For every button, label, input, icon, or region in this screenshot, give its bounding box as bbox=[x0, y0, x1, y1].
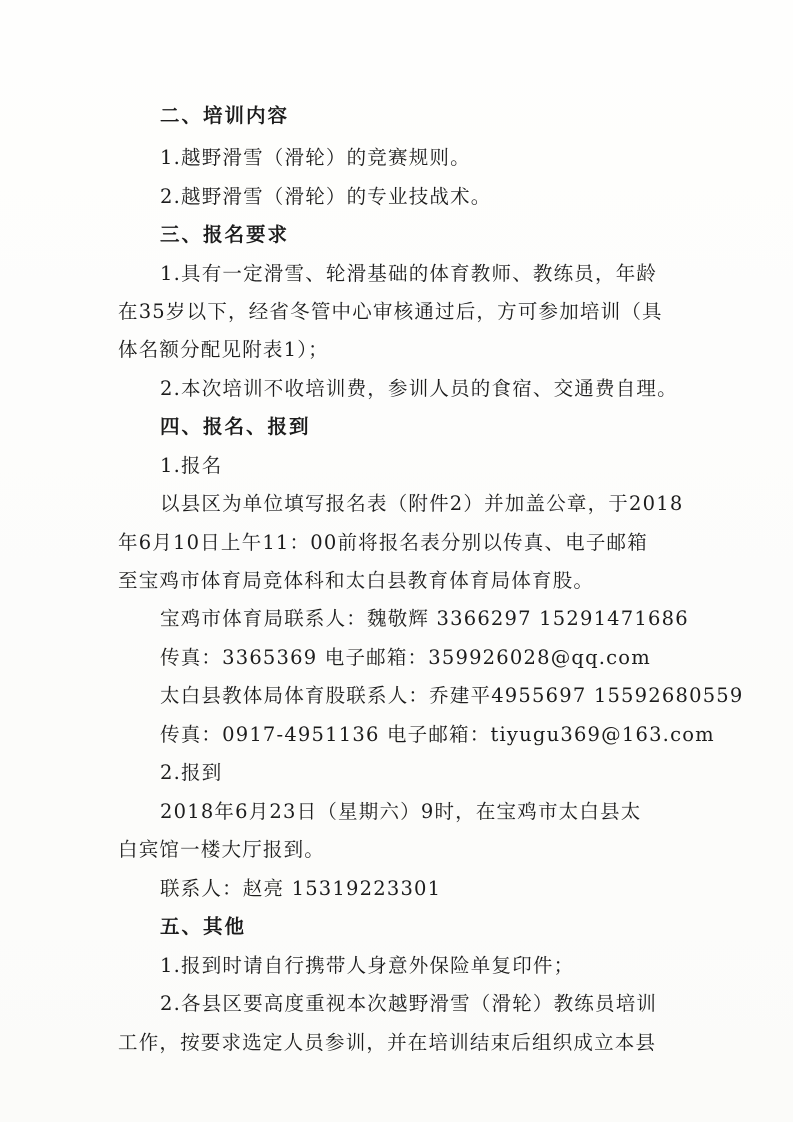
paragraph-line: 2.各县区要高度重视本次越野滑雪（滑轮）教练员培训 bbox=[160, 992, 658, 1015]
contact-line-baoji: 宝鸡市体育局联系人：魏敬辉 3366297 15291471686 bbox=[160, 607, 689, 630]
subheading-registration: 1.报名 bbox=[160, 454, 223, 477]
paragraph-line: 1.具有一定滑雪、轮滑基础的体育教师、教练员，年龄 bbox=[160, 262, 658, 285]
paragraph-line: 体名额分配见附表1）； bbox=[118, 338, 329, 361]
paragraph-line: 1.报到时请自行携带人身意外保险单复印件； bbox=[160, 954, 575, 977]
paragraph-line: 年6月10日上午11：00前将报名表分别以传真、电子邮箱 bbox=[118, 531, 648, 554]
contact-line-checkin: 联系人：赵亮 15319223301 bbox=[160, 877, 442, 900]
paragraph-line: 1.越野滑雪（滑轮）的竞赛规则。 bbox=[160, 146, 471, 169]
section-heading-registration-requirements: 三、报名要求 bbox=[160, 223, 290, 246]
section-heading-training-content: 二、培训内容 bbox=[160, 104, 290, 127]
contact-line-taibai: 太白县教体局体育股联系人：乔建平4955697 15592680559 bbox=[160, 684, 744, 707]
fax-email-line-taibai: 传真：0917-4951136 电子邮箱：tiyugu369@163.com bbox=[160, 723, 715, 746]
paragraph-line: 2018年6月23日（星期六）9时，在宝鸡市太白县太 bbox=[160, 800, 642, 823]
section-heading-other: 五、其他 bbox=[160, 915, 247, 938]
subheading-checkin: 2.报到 bbox=[160, 761, 223, 784]
paragraph-line: 在35岁以下，经省冬管中心审核通过后，方可参加培训（具 bbox=[118, 300, 663, 323]
paragraph-line: 2.本次培训不收培训费，参训人员的食宿、交通费自理。 bbox=[160, 377, 678, 400]
paragraph-line: 至宝鸡市体育局竞体科和太白县教育体育局体育股。 bbox=[118, 569, 595, 592]
paragraph-line: 白宾馆一楼大厅报到。 bbox=[118, 838, 326, 861]
section-heading-registration-checkin: 四、报名、报到 bbox=[160, 415, 311, 438]
fax-email-line-baoji: 传真：3365369 电子邮箱：359926028@qq.com bbox=[160, 646, 651, 669]
paragraph-line: 工作，按要求选定人员参训，并在培训结束后组织成立本县 bbox=[118, 1031, 657, 1054]
paragraph-line: 以县区为单位填写报名表（附件2）并加盖公章，于2018 bbox=[160, 492, 684, 515]
paragraph-line: 2.越野滑雪（滑轮）的专业技战术。 bbox=[160, 185, 492, 208]
